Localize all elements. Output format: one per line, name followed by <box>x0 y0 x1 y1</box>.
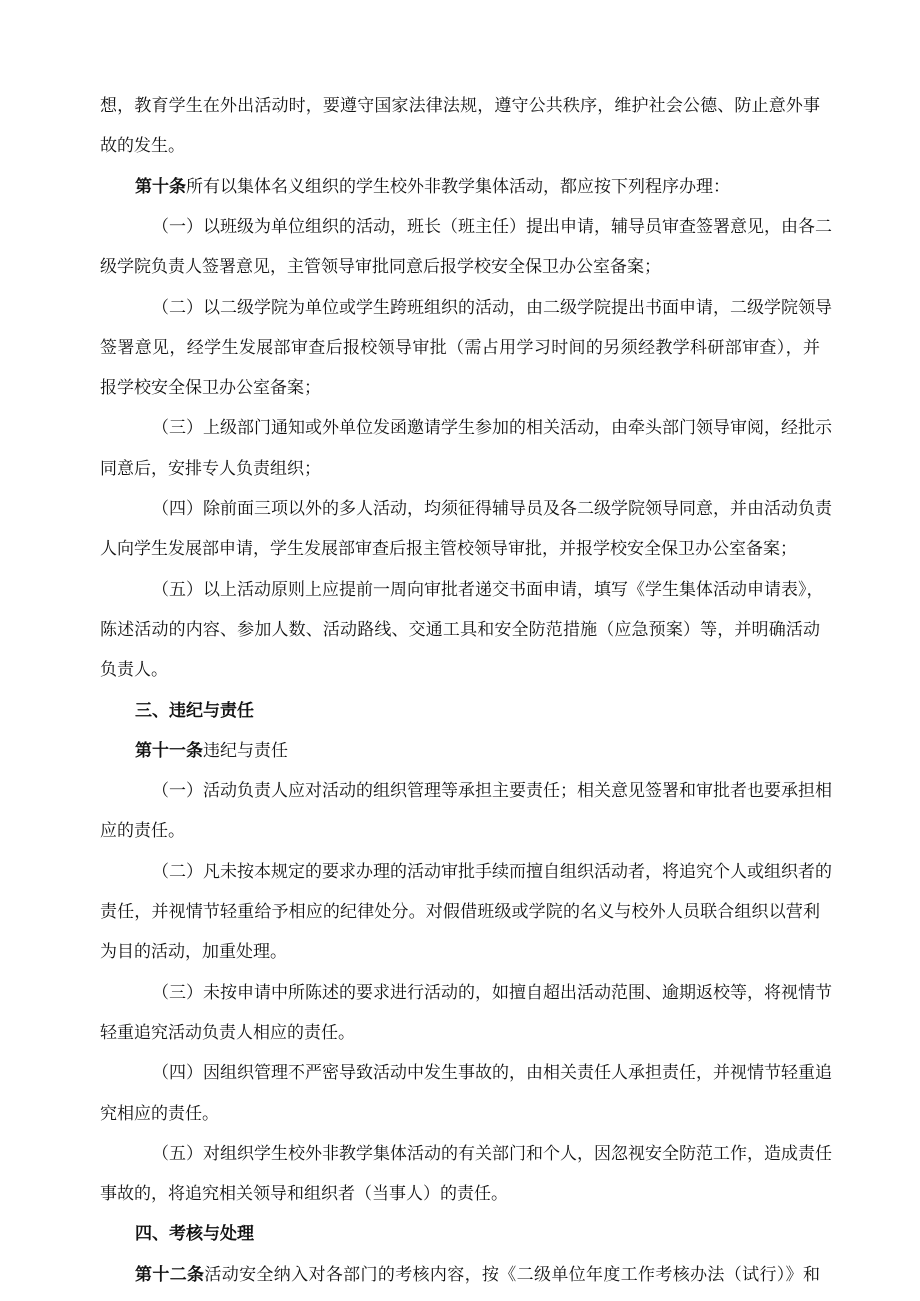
paragraph-line: 故的发生。 <box>100 136 185 157</box>
list-item-line: 轻重追究活动负责人相应的责任。 <box>100 1022 355 1043</box>
article-label: 第十一条 <box>135 740 203 761</box>
list-item-line: 负责人。 <box>100 660 168 681</box>
paragraph-line: 想，教育学生在外出活动时，要遵守国家法律法规，遵守公共秩序，维护社会公德、防止意外事 <box>100 96 820 116</box>
list-item-line: （三）未按申请中所陈述的要求进行活动的，如擅自超出活动范围、逾期返校等，将视情节 <box>152 982 832 1003</box>
section-heading: 四、考核与处理 <box>135 1224 254 1245</box>
list-item-line: （四）因组织管理不严密导致活动中发生事故的，由相关责任人承担责任，并视情节轻重追 <box>152 1063 832 1084</box>
list-item-line: （一）活动负责人应对活动的组织管理等承担主要责任；相关意见签署和审批者也要承担相 <box>152 781 832 802</box>
list-item-line: 为目的活动，加重处理。 <box>100 942 287 963</box>
section-heading: 三、违纪与责任 <box>135 700 254 721</box>
list-item-line: 应的责任。 <box>100 821 185 842</box>
article-label: 第十二条 <box>135 1264 205 1285</box>
list-item-line: 签署意见，经学生发展部审查后报校领导审批（需占用学习时间的另须经教学科研部审查），并 <box>100 337 820 358</box>
list-item-line: 究相应的责任。 <box>100 1103 219 1124</box>
list-item-line: 同意后，安排专人负责组织； <box>100 458 321 479</box>
article-11 <box>135 739 820 763</box>
list-item-line: （二）凡未按本规定的要求办理的活动审批手续而擅自组织活动者，将追究个人或组织者的 <box>152 861 832 882</box>
article-text: 活动安全纳入对各部门的考核内容，按《二级单位年度工作考核办法（试行）》和 <box>204 1264 821 1285</box>
list-item-line: 责任，并视情节轻重给予相应的纪律处分。对假借班级或学院的名义与校外人员联合组织以营利 <box>100 902 820 922</box>
list-item-line: （三）上级部门通知或外单位发函邀请学生参加的相关活动，由牵头部门领导审阅，经批示 <box>152 418 832 439</box>
article-text: 违纪与责任 <box>203 740 288 761</box>
article-text: 所有以集体名义组织的学生校外非教学集体活动，都应按下列程序办理： <box>186 176 730 197</box>
list-item-line: 事故的，将追究相关领导和组织者（当事人）的责任。 <box>100 1184 508 1205</box>
list-item-line: 陈述活动的内容、参加人数、活动路线、交通工具和安全防范措施（应急预案）等，并明确活动 <box>100 619 820 640</box>
list-item-line: （一）以班级为单位组织的活动，班长（班主任）提出申请，辅导员审查签署意见，由各二 <box>152 216 832 237</box>
list-item-line: 报学校安全保卫办公室备案； <box>100 378 321 399</box>
list-item-line: （五）以上活动原则上应提前一周向审批者递交书面申请，填写《学生集体活动申请表》， <box>152 579 824 600</box>
list-item-line: （四）除前面三项以外的多人活动，均须征得辅导员及各二级学院领导同意，并由活动负责 <box>152 499 832 519</box>
list-item-line: （二）以二级学院为单位或学生跨班组织的活动，由二级学院提出书面申请，二级学院领导 <box>152 297 832 318</box>
list-item-line: 人向学生发展部申请，学生发展部审查后报主管校领导审批，并报学校安全保卫办公室备案； <box>100 539 797 560</box>
article-12 <box>135 1263 820 1287</box>
article-label: 第十条 <box>135 176 186 197</box>
list-item-line: （五）对组织学生校外非教学集体活动的有关部门和个人，因忽视安全防范工作，造成责任 <box>152 1143 832 1164</box>
list-item-line: 级学院负责人签署意见，主管领导审批同意后报学校安全保卫办公室备案； <box>100 257 661 278</box>
article-10 <box>135 175 820 199</box>
